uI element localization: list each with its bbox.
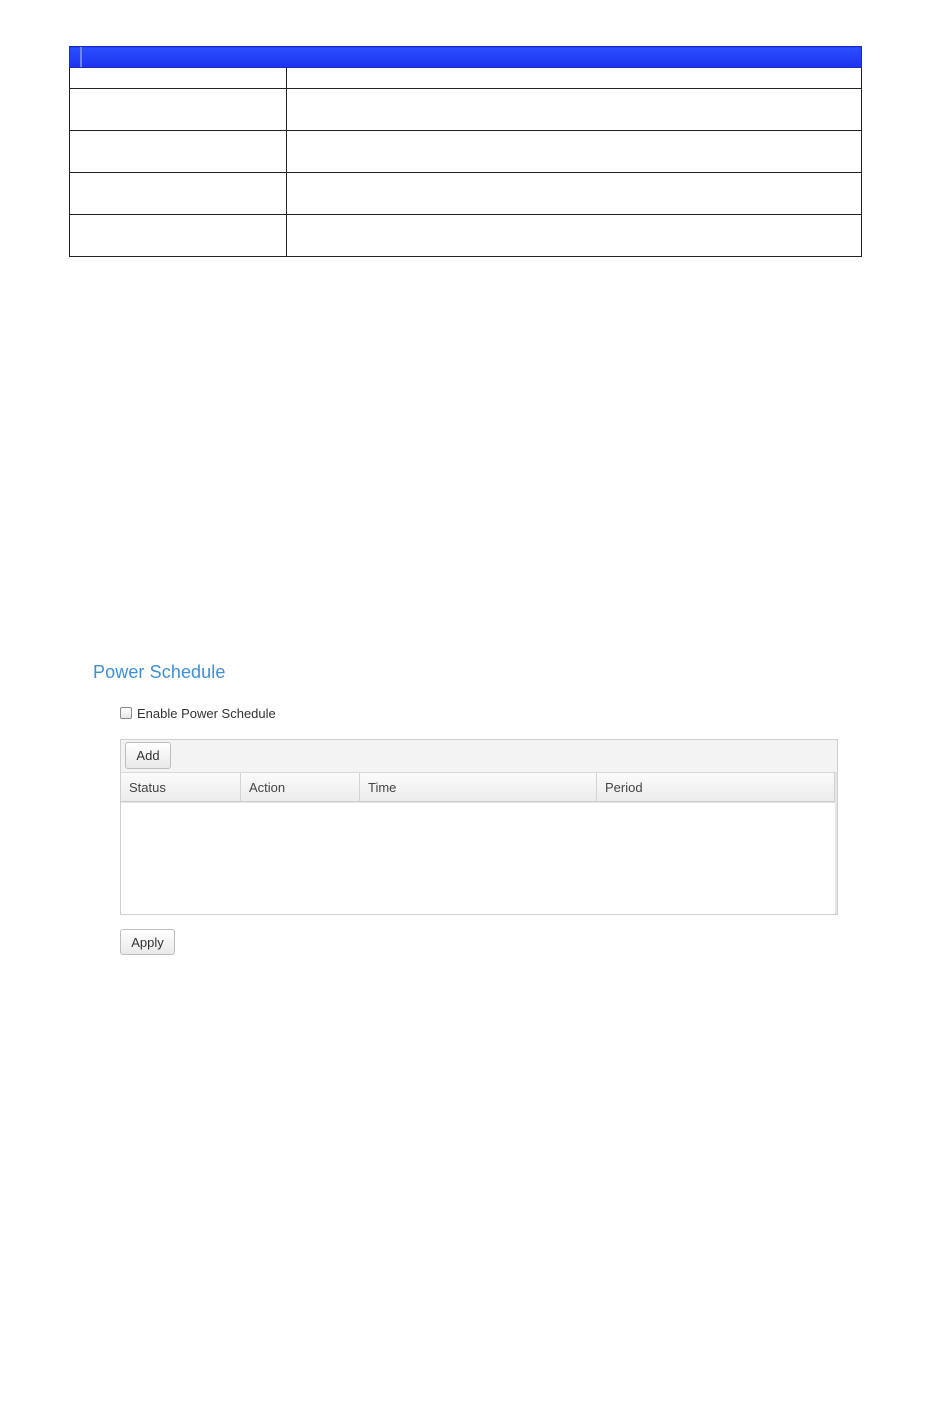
info-table-cell xyxy=(287,131,862,173)
info-table-header xyxy=(70,47,862,68)
info-table-cell xyxy=(70,68,287,89)
info-table-cell xyxy=(70,173,287,215)
enable-power-schedule-checkbox[interactable] xyxy=(120,707,132,719)
page-title: Power Schedule xyxy=(93,662,226,682)
info-table-cell xyxy=(287,89,862,131)
info-table-cell xyxy=(70,215,287,257)
info-table-cell xyxy=(287,68,862,89)
info-table-row xyxy=(70,89,862,131)
grid-body xyxy=(121,802,837,914)
column-header-action[interactable]: Action xyxy=(241,773,360,801)
info-table-cell xyxy=(287,215,862,257)
info-table-cell xyxy=(70,89,287,131)
info-table-row xyxy=(70,215,862,257)
enable-power-schedule-option[interactable] xyxy=(120,706,276,721)
add-button[interactable]: Add xyxy=(125,742,171,769)
info-table-row xyxy=(70,68,862,89)
info-table-row xyxy=(70,131,862,173)
info-table xyxy=(69,46,862,257)
grid-toolbar xyxy=(121,740,837,773)
info-table-cell xyxy=(70,131,287,173)
enable-power-schedule-label: Enable Power Schedule xyxy=(137,706,276,721)
header-accent xyxy=(80,47,82,67)
info-table-cell xyxy=(287,173,862,215)
info-table-header-cell xyxy=(70,47,862,68)
column-header-time[interactable]: Time xyxy=(360,773,597,801)
apply-button[interactable]: Apply xyxy=(120,929,175,955)
column-header-period[interactable]: Period xyxy=(597,773,835,801)
column-header-status[interactable]: Status xyxy=(121,773,241,801)
grid-scroll-edge xyxy=(835,773,837,914)
info-table-row xyxy=(70,173,862,215)
schedule-grid xyxy=(120,739,838,915)
grid-header xyxy=(121,773,835,802)
